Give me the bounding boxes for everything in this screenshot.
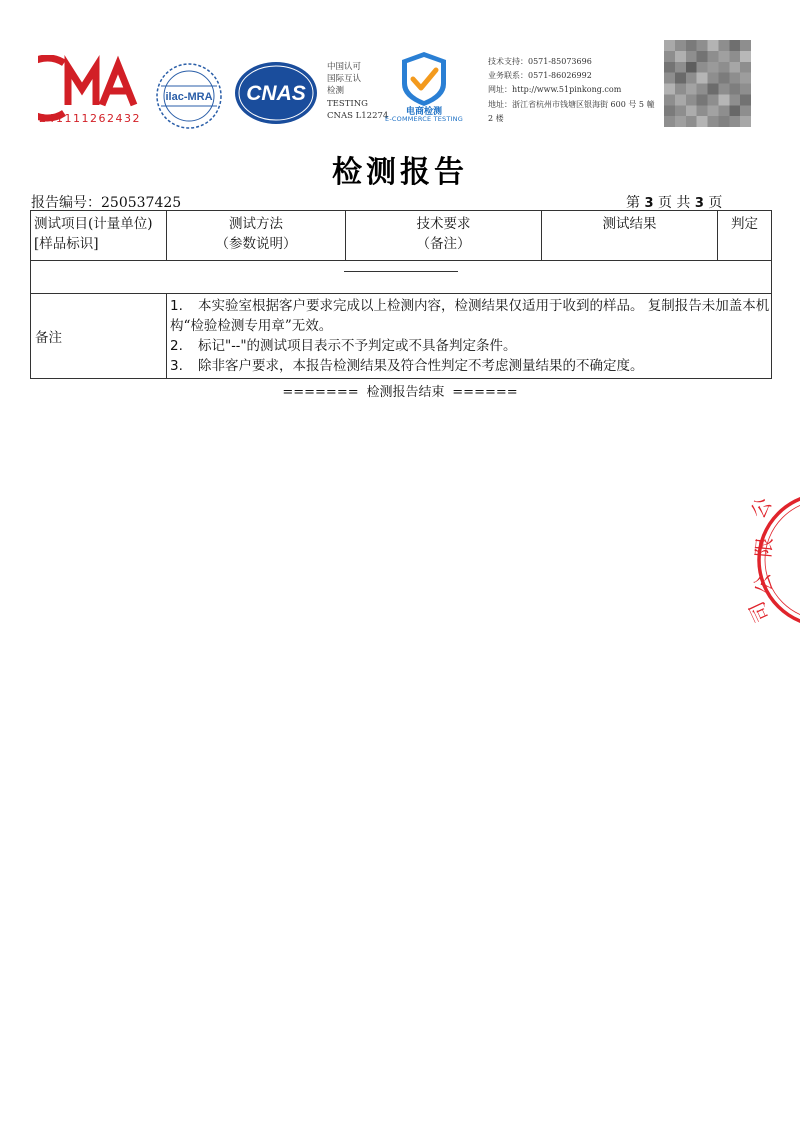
column-header-line2: （参数说明） xyxy=(215,236,297,252)
column-header-line2: [样品标识] xyxy=(34,236,99,252)
ecommerce-testing-cn: 电商检测 xyxy=(405,107,442,117)
page-indicator xyxy=(626,192,722,212)
seal-char: 限 xyxy=(751,536,777,559)
address: 地址：浙江省杭州市钱塘区银海街 600 号 5 幢 2 楼 xyxy=(488,99,655,123)
note-number: 2. xyxy=(170,338,183,354)
qr-code-icon xyxy=(664,40,751,127)
cnas-logo xyxy=(233,60,319,126)
page-prefix: 第 xyxy=(626,195,640,211)
column-header xyxy=(346,211,542,261)
note-item xyxy=(170,336,771,356)
end-marker-left: ======= xyxy=(282,385,359,400)
page-current: 3 xyxy=(644,196,654,211)
seal-char: 公 xyxy=(749,571,777,596)
note-text: 本实验室根据客户要求完成以上检测内容，检测结果仅适用于收到的样品。 复制报告未加盖本机构“检验检测专用章”无效。 xyxy=(170,298,770,334)
column-header-line1: 测试结果 xyxy=(602,216,657,232)
end-marker-text: 检测报告结束 xyxy=(366,385,445,400)
note-number: 3. xyxy=(170,358,183,374)
cert-line: TESTING xyxy=(327,98,368,109)
empty-cell xyxy=(31,261,772,294)
ilac-mra-logo xyxy=(155,62,223,130)
column-header xyxy=(542,211,718,261)
cma-number: 241111262432 xyxy=(39,112,141,125)
column-header xyxy=(167,211,346,261)
cnas-text: CNAS xyxy=(246,82,306,105)
end-marker-right: ====== xyxy=(452,385,518,400)
page-suffix: 页 xyxy=(708,195,723,211)
website: 网址：http://www.51pinkong.com xyxy=(488,85,622,95)
ilac-text: ilac-MRA xyxy=(165,91,213,103)
seal-char: 司 xyxy=(744,597,775,627)
contact-info xyxy=(488,55,658,126)
note-item xyxy=(170,296,771,336)
page-mid: 页 共 xyxy=(657,195,691,211)
note-item xyxy=(170,356,771,376)
business-phone: 业务联系：0571-86026992 xyxy=(488,71,592,81)
cert-line: 中国认可 xyxy=(327,62,362,72)
note-number: 1. xyxy=(170,298,183,314)
report-title: 检测报告 xyxy=(332,155,468,190)
company-seal-stamp xyxy=(700,480,800,640)
table-header-row xyxy=(31,211,772,261)
column-header-line1: 判定 xyxy=(731,216,758,232)
empty-dash-line xyxy=(344,271,458,272)
report-number: 报告编号：250537425 xyxy=(31,195,182,211)
note-text: 标记"--"的测试项目表示不予判定或不具备判定条件。 xyxy=(198,338,517,354)
column-header xyxy=(31,211,167,261)
note-text: 除非客户要求，本报告检测结果及符合性判定不考虑测量结果的不确定度。 xyxy=(198,358,644,374)
cert-line: CNAS L12274 xyxy=(327,110,389,121)
cert-line: 检测 xyxy=(327,86,345,97)
seal-char: 公 xyxy=(745,493,777,523)
empty-row xyxy=(31,261,772,294)
page-total: 3 xyxy=(694,196,704,211)
notes-cell xyxy=(167,294,772,379)
tech-support-phone: 技术支持：0571-85073696 xyxy=(488,57,592,66)
notes-label: 备注 xyxy=(31,294,167,379)
ecommerce-testing-en: E-COMMERCE TESTING xyxy=(385,115,463,123)
column-header xyxy=(718,211,772,261)
column-header-line1: 测试项目(计量单位) xyxy=(34,216,153,232)
column-header-line1: 技术要求 xyxy=(416,216,471,232)
report-end-marker xyxy=(0,381,800,400)
accreditation-lines xyxy=(327,61,388,122)
column-header-line1: 测试方法 xyxy=(229,216,283,232)
notes-row xyxy=(31,294,772,379)
results-table xyxy=(30,210,772,379)
column-header-line2: （备注） xyxy=(416,236,471,252)
cert-line: 国际互认 xyxy=(327,74,362,85)
